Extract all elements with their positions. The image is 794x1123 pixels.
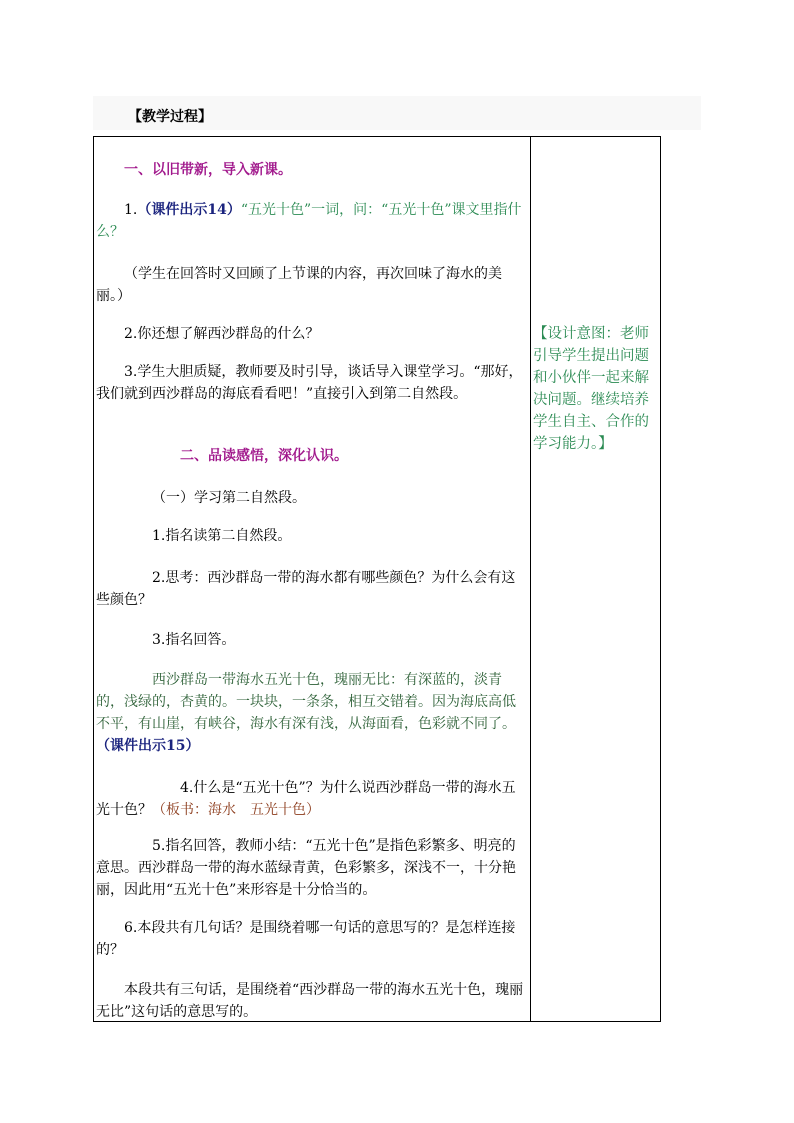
p1-courseware-tag: （课件出示14） <box>137 202 241 218</box>
question-2: 2.思考：西沙群岛一带的海水都有哪些颜色？为什么会有这些颜色？ <box>96 570 516 608</box>
question-3: 3.指名回答。 <box>152 632 236 648</box>
p1-quote: “五光十色”一词，问：“五光十色”课文里指什么？ <box>96 202 522 240</box>
section1-heading: 一、以旧带新，导入新课。 <box>124 162 292 178</box>
p1-number: 1. <box>124 202 138 218</box>
question-6: 6.本段共有几句话？是围绕着哪一句话的意思写的？是怎样连接的？ <box>96 920 516 958</box>
answer-quote <box>94 669 530 757</box>
lesson-table <box>93 136 661 1022</box>
design-intent-note: 【设计意图：老师引导学生提出问题和小伙伴一起来解决问题。继续培养学生自主、合作的学习能力。】 <box>533 326 649 452</box>
paragraph-3: 3.学生大胆质疑，教师要及时引导，谈话导入课堂学习。“那好，我们就到西沙群岛的海底看看吧！”直接引入到第二自然段。 <box>96 364 523 402</box>
question-4-text: 4.什么是“五光十色”？为什么说西沙群岛一带的海水五光十色？ <box>96 780 516 818</box>
question-4 <box>94 777 530 821</box>
board-note: （板书：海水 五光十色） <box>152 802 320 818</box>
section-title: 【教学过程】 <box>128 109 212 125</box>
question-6-answer: 本段共有三句话，是围绕着“西沙群岛一带的海水五光十色，瑰丽无比”这句话的意思写的。 <box>96 982 524 1020</box>
paragraph-2: 2.你还想了解西沙群岛的什么？ <box>124 326 320 342</box>
section2-heading: 二、品读感悟，深化认识。 <box>180 448 348 464</box>
answer-courseware-tag: （课件出示15） <box>96 738 200 754</box>
question-1: 1.指名读第二自然段。 <box>152 528 292 544</box>
column-divider <box>530 137 531 1021</box>
answer-quote-text: 西沙群岛一带海水五光十色，瑰丽无比：有深蓝的，淡青的，浅绿的，杏黄的。一块块，一条条，相互交错着。因为海底高低不平，有山崖，有峡谷，海水有深有浅，从海面看，色彩就不同了。 <box>96 672 516 732</box>
paragraph-1-note: （学生在回答时又回顾了上节课的内容，再次回味了海水的美丽。） <box>96 266 502 304</box>
subsection-1: （一）学习第二自然段。 <box>152 490 306 506</box>
paragraph-1 <box>94 199 530 243</box>
question-5: 5.指名回答，教师小结：“五光十色”是指色彩繁多、明亮的意思。西沙群岛一带的海水蓝绿青黄，色彩繁多，深浅不一，十分艳丽，因此用“五光十色”来形容是十分恰当的。 <box>96 838 516 898</box>
